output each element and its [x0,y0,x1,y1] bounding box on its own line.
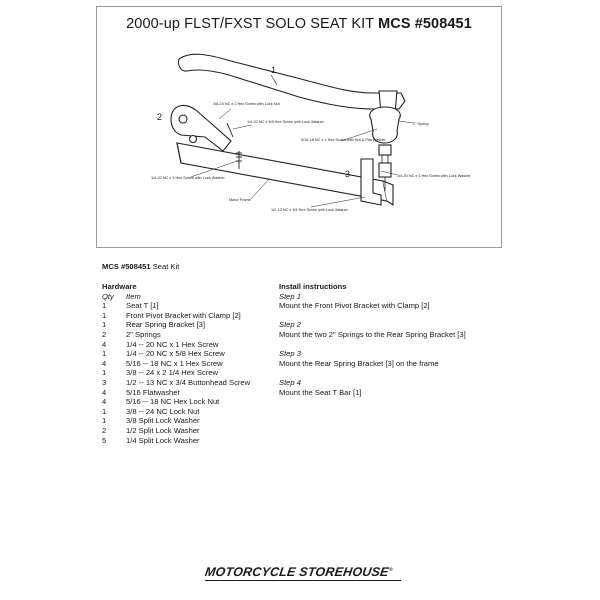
hardware-qty: 4 [102,358,107,368]
hardware-qty: 3 [102,377,107,387]
hardware-row [102,436,272,446]
step-spacer [279,340,509,350]
hardware-qty: 5 [102,435,107,445]
hardware-row [102,320,272,330]
hardware-qty: 4 [102,339,107,349]
step-spacer [279,368,509,378]
hardware-row [102,407,272,417]
note-1-4-1-screw [151,176,225,180]
hardware-qty: 1 [102,416,107,426]
note-3-4-screw [397,174,471,178]
step-spacer [279,311,509,321]
hardware-item: 5/16 -- 18 NC Hex Lock Nut [126,397,220,407]
hardware-column-headers [102,292,272,302]
hardware-item: 1/2 -- 13 NC x 3/4 Buttonhead Screw [126,377,251,387]
hardware-row [102,388,272,398]
hardware-row [102,349,272,359]
note-2-spring [413,122,429,126]
hardware-qty: 1 [102,349,107,359]
step-label: Step 1 [279,291,301,301]
kit-heading [102,262,179,272]
callout-1: 1 [271,65,277,75]
note-1-4-5-8-screw [247,120,325,124]
note-3-8-screw [213,102,281,106]
hardware-item: 1/4 -- 20 NC x 1 Hex Screw [126,339,219,349]
hardware-qty: 4 [102,387,107,397]
note-1-2-screw [271,208,349,212]
hardware-qty: 1 [102,406,107,416]
hardware-row [102,416,272,426]
hardware-item: 2" Springs [126,329,161,339]
hardware-row [102,340,272,350]
note-5-16-screw-text: 5/16-18 NC x 1 Hex Screw with Nut & Flat Washer [301,138,386,142]
hardware-item: 1/2 Split Lock Washer [126,425,200,435]
hardware-heading: Hardware [102,282,137,291]
step-text: Mount the Seat T Bar [1] [279,387,362,397]
callout-3: 3 [345,169,351,179]
hardware-item: 1/4 Split Lock Washer [126,435,200,445]
hardware-item: Rear Spring Bracket [3] [126,320,205,330]
step-label: Step 4 [279,377,301,387]
step-label: Step 3 [279,349,301,359]
hardware-qty: 1 [102,368,107,378]
note-3-8-screw-text: 3/8-24 NC x 2 Hex Screw with Lock Nut [213,102,280,106]
step-text: Mount the two 2" Springs to the Rear Spring Bracket [3] [279,329,466,339]
brand-underline [205,580,401,581]
step-text: Mount the Rear Spring Bracket [3] on the frame [279,358,439,368]
hardware-row [102,359,272,369]
hardware-qty: 1 [102,320,107,330]
hardware-row [102,378,272,388]
hardware-item: 5/16 -- 18 NC x 1 Hex Screw [126,358,223,368]
kit-name: Seat Kit [152,262,180,271]
step-label: Step 2 [279,320,301,330]
diagram-panel [96,6,502,248]
hardware-list [102,282,272,445]
qty-column-header: Qty [102,291,114,301]
hardware-row [102,426,272,436]
install-steps [279,292,509,398]
hardware-row [102,330,272,340]
brand-name: MOTORCYCLE STOREHOUSE [204,565,390,579]
title-part-number: MCS #508451 [378,16,472,32]
hardware-rows [102,301,272,445]
hardware-item: 3/8 -- 24 x 2 1/4 Hex Screw [126,368,219,378]
hardware-qty: 4 [102,397,107,407]
hardware-qty: 2 [102,329,107,339]
hardware-row [102,301,272,311]
hardware-item: 3/8 -- 24 NC Lock Nut [126,406,200,416]
step-text: Mount the Front Pivot Bracket with Clamp [2] [279,301,430,311]
hardware-item: Seat T [1] [126,301,159,311]
exploded-diagram [97,7,501,247]
hardware-item: 1/4 -- 20 NC x 5/8 Hex Screw [126,349,225,359]
install-instructions [279,282,509,397]
hardware-item: 5/16 Flatwasher [126,387,181,397]
hardware-qty: 1 [102,310,107,320]
title-kit-name: 2000-up FLST/FXST SOLO SEAT KIT [126,16,374,32]
note-motor-frame-text: Motor Frame [229,198,251,202]
hardware-row [102,311,272,321]
kit-part-number: MCS #508451 [102,262,151,271]
hardware-row [102,397,272,407]
hardware-qty: 2 [102,425,107,435]
install-heading: Install instructions [279,282,347,291]
note-1-2-screw-text: 1/2-13 NC x 3/4 Hex Screw with Lock Washer [271,208,348,212]
brand-logo [204,565,393,579]
hardware-qty: 1 [102,301,107,311]
hardware-row [102,368,272,378]
hardware-item: 3/8 Split Lock Washer [126,416,200,426]
item-column-header: Item [126,291,141,301]
note-1-4-1-screw-text: 1/4-20 NC x 1 Hex Screw with Lock Washer [151,176,225,180]
callout-2: 2 [157,112,163,122]
brand-registered-mark: ® [388,566,394,573]
note-motor-frame [229,198,251,202]
note-1-4-5-8-screw-text: 1/4-20 NC x 5/8 Hex Screw with Lock Washer [247,120,324,124]
note-2-spring-text: 2" Spring [413,122,429,126]
hardware-item: Front Pivot Bracket with Clamp [2] [126,310,241,320]
note-3-4-screw-text: 3/4-20 NC x 1 Hex Screw with Lock Washer [397,174,471,178]
